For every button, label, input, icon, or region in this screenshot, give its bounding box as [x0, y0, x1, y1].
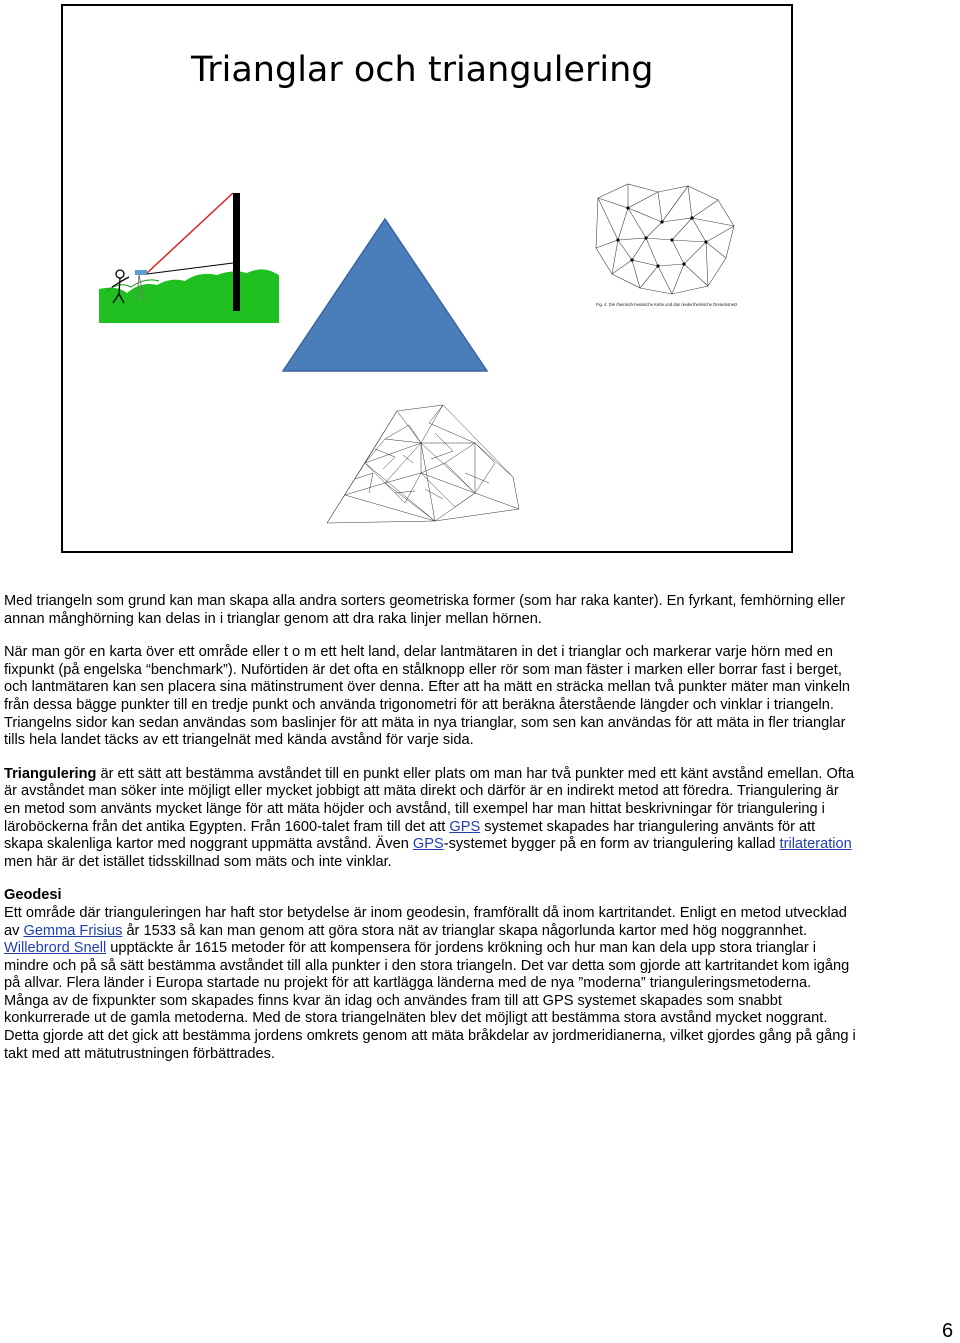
page-number: 6 — [942, 1320, 954, 1342]
paragraph-benchmark: När man gör en karta över ett område eller t o m ett helt land, delar lantmätaren in det i trianglar och markerar varje hörn med en fixpunkt (på engelska “benchmark”). Nuförtiden är det ofta en stålknopp eller rör som man fäster i marken eller borrar fast i berget, och lantmätaren kan sen placera sina mätinstrument över denna. Efter att ha mätt en sträcka mellan två punkter mäter man vinkeln från dessa bägge punkter till en tredje punkt och använda trigonometri för att beräkna återstående längder och vinklar i triangeln. Triangelns sidor kan sedan användas som baslinjer för att mäta in nya trianglar, som sen kan användas för att mäta in fler trianglar tills hela landet täcks av ett triangelnät med kända avstånd för varje sida. — [4, 644, 851, 749]
link-gps-2[interactable]: GPS — [412, 836, 444, 853]
heading-geodesi: Geodesi — [4, 887, 62, 904]
paragraph-geodesi: Ett område där trianguleringen har haft stor betydelse är inom geodesin, framförallt då inom kartritandet. Enligt en metod utvecklad av Gemma Frisius år 1533 så kan man genom att göra stora nät av trianglar skapa någorlunda kartor med hög noggrannhet. Willebrord Snell upptäckte år 1615 metoder för att kompensera för jordens krökning och hur man kan dela upp stora trianglar i mindre och på så sätt bestämma avståndet till alla punkter i den stora triangeln. Det var detta som gjorde att kartritandet kom igång på allvar. Flera länder i Europa startade nu projekt för att kartlägga länderna med de nya ”moderna” trianguleringsmetoderna. Många av de fixpunkter som skapades finns kvar än idag och användes fram till att GPS systemet skapades som snabbt konkurrerade ut de gamla metoderna. Med de stora triangelnäten blev det möjligt att bestämma stora avstånd mycket noggrant. Detta gjorde att det gick att bestämma jordens omkrets genom att mäta bråkdelar av jordmeridianerna, vilket gjordes gång på gång i takt med att mätutrustningen förbättrades. — [4, 904, 856, 1062]
tin-terrain-mesh — [325, 403, 521, 527]
link-gps[interactable]: GPS — [449, 818, 481, 835]
link-trilateration[interactable]: trilateration — [779, 836, 852, 853]
map-caption: Fig. 4. Die rheinisch-hessische Kette und das niederrheinische Dreiecksnetz. — [596, 302, 739, 307]
link-gemma-frisius[interactable]: Gemma Frisius — [23, 922, 123, 939]
paragraph-intro: Med triangeln som grund kan man skapa alla andra sorters geometriska former (som har raka kanter). En fyrkant, femhörning eller annan månghörning kan delas in i trianglar genom att dra raka linjer mellan hörnen. — [4, 593, 846, 627]
link-willebrord-snell[interactable]: Willebrord Snell — [4, 940, 107, 957]
slide-frame — [61, 4, 793, 553]
term-triangulering: Triangulering — [4, 765, 97, 782]
body-text — [4, 593, 856, 1079]
blue-triangle — [282, 218, 488, 372]
surveyor-illustration — [99, 181, 279, 323]
triangulation-network-map — [588, 178, 746, 315]
slide-title: Trianglar och triangulering — [191, 50, 654, 90]
paragraph-triangulering: Triangulering är ett sätt att bestämma avståndet till en punkt eller plats om man har två punkter med ett känt avstånd emellan. Ofta är avståndet man söker inte möjligt eller mycket jobbigt att mäta direkt och därför är en indirekt metod att föredra. Triangulering är en metod som använts mycket länge för att mäta höjder och avstånd, till exempel har man hittat beskrivningar för triangulering i läroböckerna från det antika Egypten. Från 1600-talet fram till det att GPS systemet skapades har triangulering använts för att skapa skalenliga kartor med noggrant uppmätta avstånd. Även GPS-systemet bygger på en form av triangulering kallad trilateration men här är det istället tidsskillnad som mäts och inte vinklar. — [4, 765, 855, 870]
